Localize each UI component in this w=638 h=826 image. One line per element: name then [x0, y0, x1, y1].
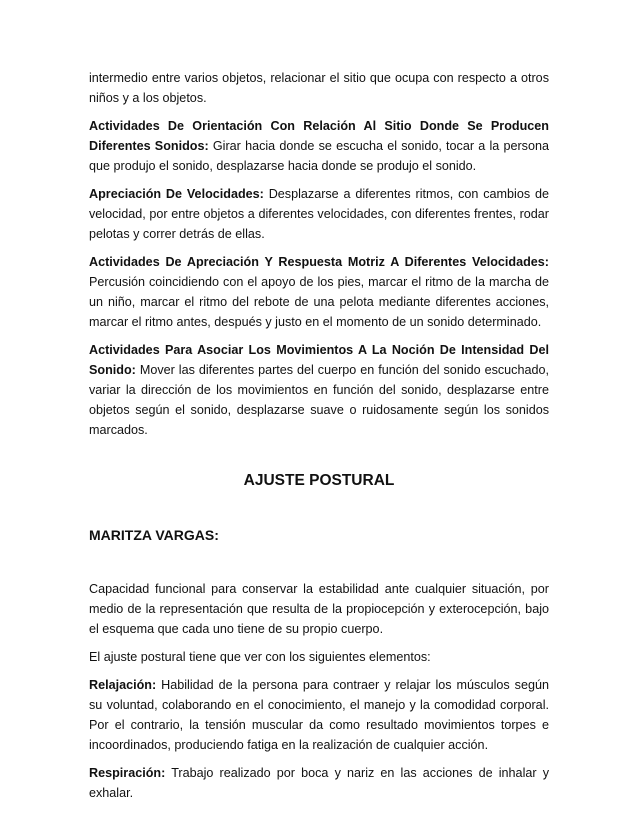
paragraph-text: Capacidad funcional para conservar la estabilidad ante cualquier situación, por medio de la representación que resulta de la propiocepción y exterocepción, bajo el esquema que cada uno tiene de su propio cuerpo.: [89, 582, 549, 636]
paragraph-text: El ajuste postural tiene que ver con los siguientes elementos:: [89, 650, 431, 664]
paragraph-text: Girar hacia donde se escucha el sonido, tocar a la persona que produjo el sonido, desplazarse hacia donde se produjo el sonido.: [89, 139, 549, 173]
paragraph-text: intermedio entre varios objetos, relacionar el sitio que ocupa con respecto a otros niños y a los objetos.: [89, 71, 549, 105]
paragraph-respiracion: [89, 763, 549, 803]
paragraph-lead: Relajación:: [89, 678, 157, 692]
paragraph-intensidad: [89, 340, 549, 440]
author-name: MARITZA VARGAS:: [89, 527, 219, 543]
paragraph-orientacion: [89, 116, 549, 176]
paragraph-definicion: [89, 579, 549, 639]
paragraph-lead: Apreciación De Velocidades:: [89, 187, 264, 201]
document-page: [89, 68, 549, 803]
paragraph-relajacion: [89, 675, 549, 755]
paragraph-lead: Respiración:: [89, 766, 166, 780]
paragraph-text: Percusión coincidiendo con el apoyo de los pies, marcar el ritmo de la marcha de un niño, marcar el ritmo del rebote de una pelota mediante diferentes acciones, marcar el ritmo antes, después y justo en el momento de un sonido determinado.: [89, 275, 549, 329]
paragraph-text: Habilidad de la persona para contraer y relajar los músculos según su voluntad, colaborando en el conocimiento, el manejo y la comodidad corporal. Por el contrario, la tensión muscular da como resultado movimientos torpes e incoordinados, produciendo fatiga en la realización de cualquier acción.: [89, 678, 549, 752]
paragraph-lead: Actividades De Orientación Con Relación Al Sitio Donde Se Producen Diferentes Sonidos:: [89, 119, 549, 153]
paragraph-elementos: [89, 647, 549, 667]
paragraph-text: Trabajo realizado por boca y nariz en las acciones de inhalar y exhalar.: [89, 766, 549, 800]
paragraph-lead: Actividades De Apreciación Y Respuesta Motriz A Diferentes Velocidades:: [89, 255, 549, 269]
paragraph-respuesta-motriz: [89, 252, 549, 332]
paragraph-lead: Actividades Para Asociar Los Movimientos A La Noción De Intensidad Del Sonido:: [89, 343, 549, 377]
paragraph-text: Desplazarse a diferentes ritmos, con cambios de velocidad, por entre objetos a diferentes velocidades, con diferentes frentes, rodar pelotas y correr detrás de ellas.: [89, 187, 549, 241]
section-title: AJUSTE POSTURAL: [243, 472, 395, 489]
paragraph-intro: [89, 68, 549, 108]
paragraph-text: Mover las diferentes partes del cuerpo en función del sonido escuchado, variar la dirección de los movimientos en función del sonido, desplazarse entre objetos según el sonido, desplazarse suave o ruidosamente según los sonidos marcados.: [89, 363, 549, 437]
paragraph-velocidades: [89, 184, 549, 244]
